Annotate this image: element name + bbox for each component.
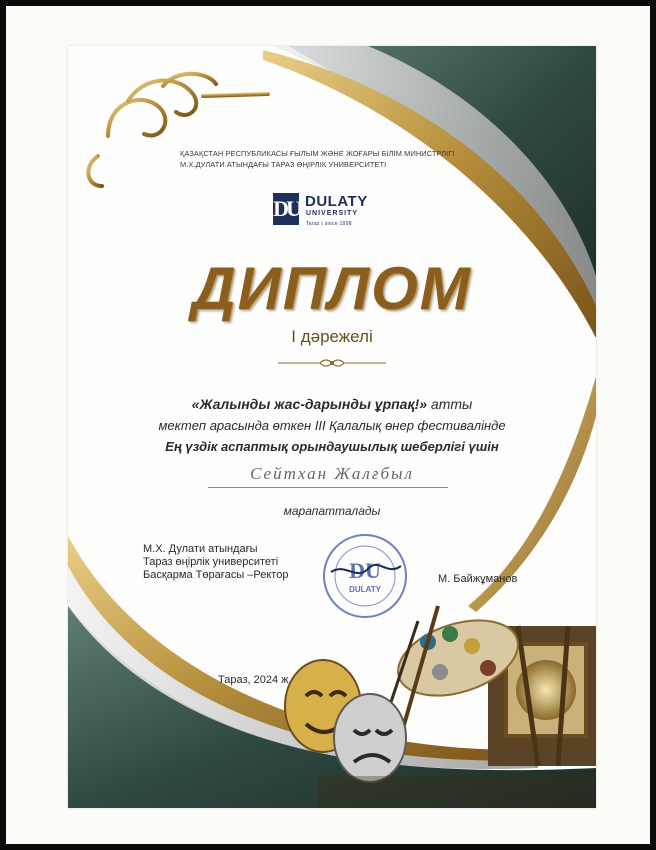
festival-line <box>68 396 596 412</box>
diploma-title: ДИПЛОМ <box>192 255 472 322</box>
recipient-underline <box>208 487 448 488</box>
award-reason: Ең үздік аспаптық орындаушылық шеберлігі үшін <box>165 439 499 454</box>
ministry-header <box>180 148 560 170</box>
university-logo <box>273 190 403 240</box>
festival-description: мектеп арасында өткен ІІІ Қалалық өнер фестивалінде <box>158 418 506 433</box>
photo-frame <box>6 6 650 844</box>
ornament-divider <box>276 356 388 370</box>
signer-line-1: М.Х. Дулати атындағы <box>143 543 258 555</box>
stamp-center: DU <box>349 558 381 583</box>
corner-flourish <box>88 74 268 196</box>
signer-name: М. Байжұманов <box>438 573 518 585</box>
festival-suffix: атты <box>427 396 473 412</box>
university-line: М.Х.ДУЛАТИ АТЫНДАҒЫ ТАРАЗ ӨҢІРЛІК УНИВЕРСИТЕТІ <box>180 160 387 169</box>
diploma-sheet <box>68 46 596 808</box>
ministry-line: ҚАЗАҚСТАН РЕСПУБЛИКАСЫ ҒЫЛЫМ ЖӘНЕ ЖОҒАРЫ БІЛІМ МИНИСТРЛІГІ <box>180 149 455 158</box>
recipient-name: Сейтхан Жалғбыл <box>250 464 414 483</box>
stamp-text: DULATY <box>349 585 381 594</box>
festival-name: «Жалынды жас-дарынды ұрпақ!» <box>191 396 428 412</box>
logo-tag: Taraz | since 1998 <box>306 221 352 227</box>
place-date: Тараз, 2024 ж. <box>218 674 292 686</box>
signer-block <box>143 543 343 582</box>
degree-label: І дәрежелі <box>291 327 373 346</box>
signer-line-3: Басқарма Төрағасы –Ректор <box>143 569 289 581</box>
arts-illustration <box>285 606 596 808</box>
logo-mark: DU <box>273 193 299 225</box>
signer-line-2: Тараз өңірлік университеті <box>143 556 279 568</box>
university-stamp <box>321 532 409 620</box>
awarded-label: марапатталады <box>283 504 381 518</box>
logo-sub: UNIVERSITY <box>306 210 359 217</box>
logo-name: DULATY <box>305 193 368 210</box>
